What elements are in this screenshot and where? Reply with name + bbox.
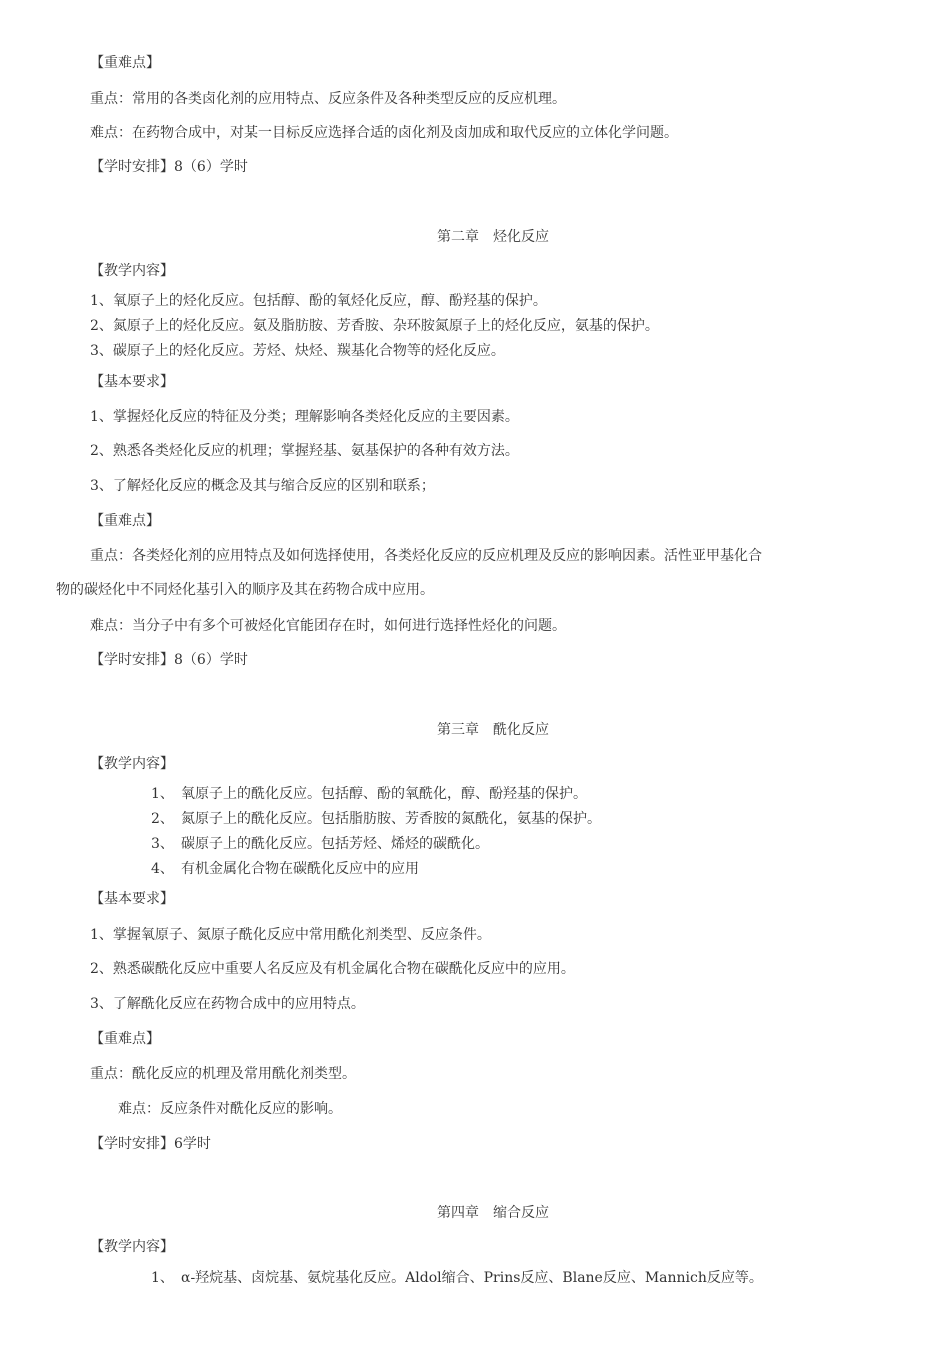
ch1-heading-difficult: 【重难点】	[90, 55, 160, 71]
ch3-requirement-item: 2、熟悉碳酰化反应中重要人名反应及有机金属化合物在碳酰化反应中的应用。	[90, 961, 575, 977]
ch3-content-item	[151, 810, 601, 828]
list-text: 氮原子上的酰化反应。包括脂肪胺、芳香胺的氮酰化，氨基的保护。	[181, 811, 601, 827]
list-number: 1、	[151, 786, 174, 802]
ch2-title: 第二章 烃化反应	[437, 229, 549, 245]
list-number: 2、	[151, 811, 174, 827]
list-text: 氧原子上的酰化反应。包括醇、酚的氧酰化，醇、酚羟基的保护。	[181, 786, 587, 802]
list-number: 3、	[151, 836, 174, 852]
list-number: 4、	[151, 861, 174, 877]
ch4-heading-content: 【教学内容】	[90, 1239, 174, 1255]
ch2-requirement-item: 2、熟悉各类烃化反应的机理；掌握羟基、氨基保护的各种有效方法。	[90, 443, 519, 459]
ch3-content-item	[151, 860, 419, 878]
ch4-title: 第四章 缩合反应	[437, 1205, 549, 1221]
ch3-heading-content: 【教学内容】	[90, 756, 174, 772]
ch3-difficulties: 难点：反应条件对酰化反应的影响。	[118, 1101, 342, 1117]
ch3-content-item	[151, 835, 489, 853]
ch3-requirement-item: 1、掌握氧原子、氮原子酰化反应中常用酰化剂类型、反应条件。	[90, 927, 491, 943]
ch2-key-points-line2: 物的碳烃化中不同烃化基引入的顺序及其在药物合成中应用。	[56, 582, 434, 598]
ch1-difficulties: 难点：在药物合成中，对某一目标反应选择合适的卤化剂及卤加成和取代反应的立体化学问题。	[90, 125, 678, 141]
ch2-heading-difficult: 【重难点】	[90, 513, 160, 529]
ch3-content-item	[151, 785, 587, 803]
ch2-requirement-item: 1、掌握烃化反应的特征及分类；理解影响各类烃化反应的主要因素。	[90, 409, 519, 425]
ch2-key-points-line1: 重点：各类烃化剂的应用特点及如何选择使用，各类烃化反应的反应机理及反应的影响因素。活性亚甲基化合	[90, 548, 762, 564]
ch3-hours: 【学时安排】6学时	[90, 1136, 211, 1152]
ch2-difficulties: 难点：当分子中有多个可被烃化官能团存在时，如何进行选择性烃化的问题。	[90, 618, 566, 634]
ch3-heading-requirements: 【基本要求】	[90, 891, 174, 907]
ch4-content-item	[151, 1269, 763, 1287]
list-text: 碳原子上的酰化反应。包括芳烃、烯烃的碳酰化。	[181, 836, 489, 852]
list-text: α-羟烷基、卤烷基、氨烷基化反应。Aldol缩合、Prins反应、Blane反应、Mannich反应等。	[181, 1270, 763, 1286]
ch3-heading-difficult: 【重难点】	[90, 1031, 160, 1047]
ch3-requirement-item: 3、了解酰化反应在药物合成中的应用特点。	[90, 996, 365, 1012]
ch3-title: 第三章 酰化反应	[437, 722, 549, 738]
ch2-requirement-item: 3、了解烃化反应的概念及其与缩合反应的区别和联系；	[90, 478, 435, 494]
ch2-content-item: 1、氧原子上的烃化反应。包括醇、酚的氧烃化反应，醇、酚羟基的保护。	[90, 293, 547, 309]
ch2-hours: 【学时安排】8（6）学时	[90, 652, 248, 668]
ch1-key-points: 重点：常用的各类卤化剂的应用特点、反应条件及各种类型反应的反应机理。	[90, 91, 566, 107]
ch3-key-points: 重点：酰化反应的机理及常用酰化剂类型。	[90, 1066, 356, 1082]
ch2-content-item: 2、氮原子上的烃化反应。氨及脂肪胺、芳香胺、杂环胺氮原子上的烃化反应，氨基的保护。	[90, 318, 659, 334]
ch2-heading-content: 【教学内容】	[90, 263, 174, 279]
list-number: 1、	[151, 1270, 174, 1286]
ch2-content-item: 3、碳原子上的烃化反应。芳烃、炔烃、羰基化合物等的烃化反应。	[90, 343, 505, 359]
ch2-heading-requirements: 【基本要求】	[90, 374, 174, 390]
list-text: 有机金属化合物在碳酰化反应中的应用	[181, 861, 419, 877]
ch1-hours: 【学时安排】8（6）学时	[90, 159, 248, 175]
